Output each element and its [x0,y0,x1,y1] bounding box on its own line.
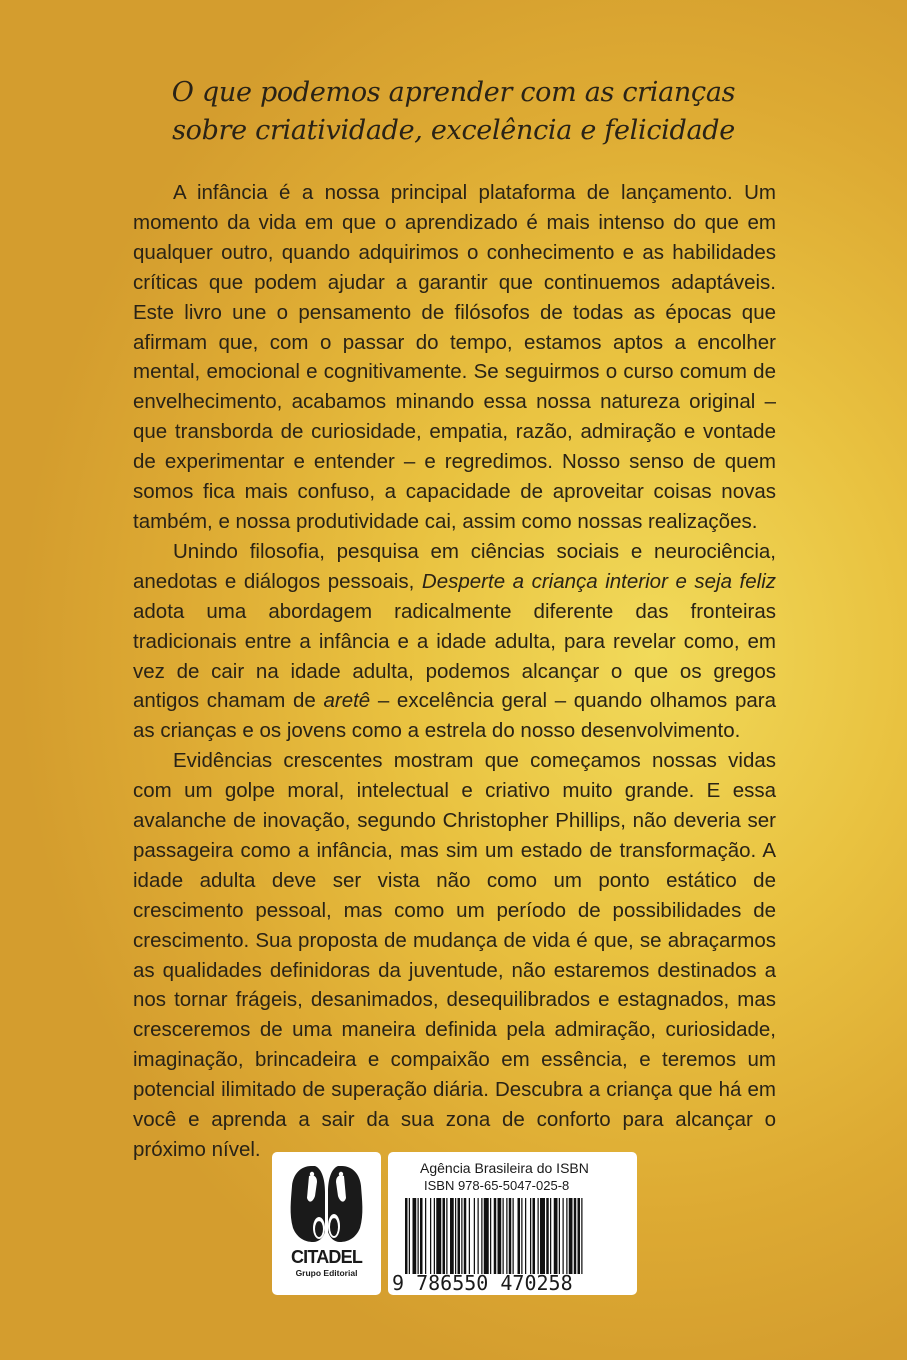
isbn-number: ISBN 978-65-5047-025-8 [424,1178,570,1193]
barcode-bar [503,1198,504,1274]
barcode-bar [418,1198,419,1274]
tagline-line-2: sobre criatividade, excelência e felicidade [172,115,735,146]
paragraph-1: A infância é a nossa principal plataforma de lançamento. Um momento da vida em que o aprendizado é mais intenso do que em qualquer outro, quando adquirimos o conhecimento e as habilidades críticas que podem ajudar a garantir que continuemos adaptáveis. Este livro une o pensamento de filósofos de todas as épocas que afirmam que, com o passar do tempo, estamos aptos a encolher mental, emocional e cognitivamente. Se seguirmos o curso comum de envelhecimento, acabamos minando essa nossa natureza original – que transborda de curiosidade, empatia, razão, admiração e vontade de experimentar e entender – e regredimos. Nosso senso de quem somos fica mais confuso, a capacidade de aproveitar coisas novas também, e nossa produtividade cai, assim como nossas realizações. [133,181,776,533]
paragraph-2 [133,537,776,746]
arete-term: aretê [323,689,371,713]
book-title: Desperte a criança interior e seja feliz [421,569,776,593]
barcode-bar [581,1198,582,1274]
barcode-bar [574,1198,577,1274]
barcode-bar [443,1198,446,1274]
barcode-bar [490,1198,491,1274]
barcode-bar [530,1198,531,1274]
paragraph-2-end: – excelência geral – quando olhamos para as crianças e os jovens como a estrela do nosso desenvolvimento. [133,689,776,743]
barcode-bar [461,1198,462,1274]
tagline-line-1: O que podemos aprender com as crianças [171,77,736,108]
isbn-barcode-box [388,1152,637,1295]
barcode-bar [540,1198,545,1274]
barcode-bar [484,1198,489,1274]
barcode-bar [405,1198,408,1274]
barcode-bar [578,1198,581,1274]
barcode-bar [506,1198,507,1274]
barcode-bar [446,1198,447,1274]
barcode-bar [420,1198,423,1274]
barcode-bar [413,1198,417,1274]
isbn-digits: 9 786550 470258 [392,1271,573,1295]
tagline [0,74,907,150]
barcode-bar [538,1198,539,1274]
barcode-bar [559,1198,560,1274]
barcode-bar [436,1198,441,1274]
barcode-bar [464,1198,467,1274]
synopsis [133,178,776,1165]
barcode-bar [469,1198,470,1274]
barcode-bar [478,1198,479,1274]
barcode-bar [498,1198,502,1274]
barcode-bar [566,1198,567,1274]
barcode-bar [474,1198,475,1274]
barcode-bar [430,1198,431,1274]
isbn-agency: Agência Brasileira do ISBN [420,1160,589,1176]
paragraph-2-start: Unindo filosofia, pesquisa em ciências sociais e neurociência, anedotas e diálogos pessoais, [133,539,776,593]
publisher-subtitle: Grupo Editorial [295,1268,358,1278]
barcode-bar [458,1198,461,1274]
barcode-bar [450,1198,454,1274]
barcode-bar [554,1198,558,1274]
barcode-bar [513,1198,514,1274]
barcode-bar [425,1198,426,1274]
barcode-bar [434,1198,435,1274]
barcode-bar [533,1198,536,1274]
barcode-bar [509,1198,512,1274]
barcode-bar [409,1198,410,1274]
barcode-bar [494,1198,497,1274]
barcode-bar [563,1198,564,1274]
barcode-bar [521,1198,522,1274]
paragraph-2-middle: adota uma abordagem radicalmente diferente das fronteiras tradicionais entre a infância e a idade adulta, para revelar como, em vez de cair na idade adulta, podemos alcançar o que os gregos antigos chamam de [133,599,776,713]
barcode-bar [550,1198,551,1274]
paragraph-3: Evidências crescentes mostram que começamos nossas vidas com um golpe moral, intelectual e criativo muito grande. E essa avalanche de inovação, segundo Christopher Phillips, não deveria ser passageira como a infância, mas sim um estado de transformação. A idade adulta deve ser vista não como um ponto estático de crescimento pessoal, mas como um período de possibilidades de crescimento. Sua proposta de mudança de vida é que, se abraçarmos as qualidades definidoras da juventude, não estaremos destinados a nos tornar frágeis, desanimados, desequilibrados e estagnados, mas cresceremos de uma maneira definida pela admiração, curiosidade, imaginação, brincadeira e compaixão em essência, e teremos um potencial ilimitado de superação diária. Descubra a criança que há em você e aprenda a sair da sua zona de conforto para alcançar o próximo nível. [133,749,776,1161]
barcode-bar [481,1198,482,1274]
barcode-bar [525,1198,526,1274]
publisher-logo-box [272,1152,381,1295]
publisher-name: CITADEL [290,1247,363,1267]
penguins-logo-icon [285,1162,368,1246]
barcode-bar [546,1198,549,1274]
barcode-bar [455,1198,456,1274]
barcode-bar [569,1198,573,1274]
barcode-bar [518,1198,521,1274]
barcode-icon [405,1198,631,1274]
